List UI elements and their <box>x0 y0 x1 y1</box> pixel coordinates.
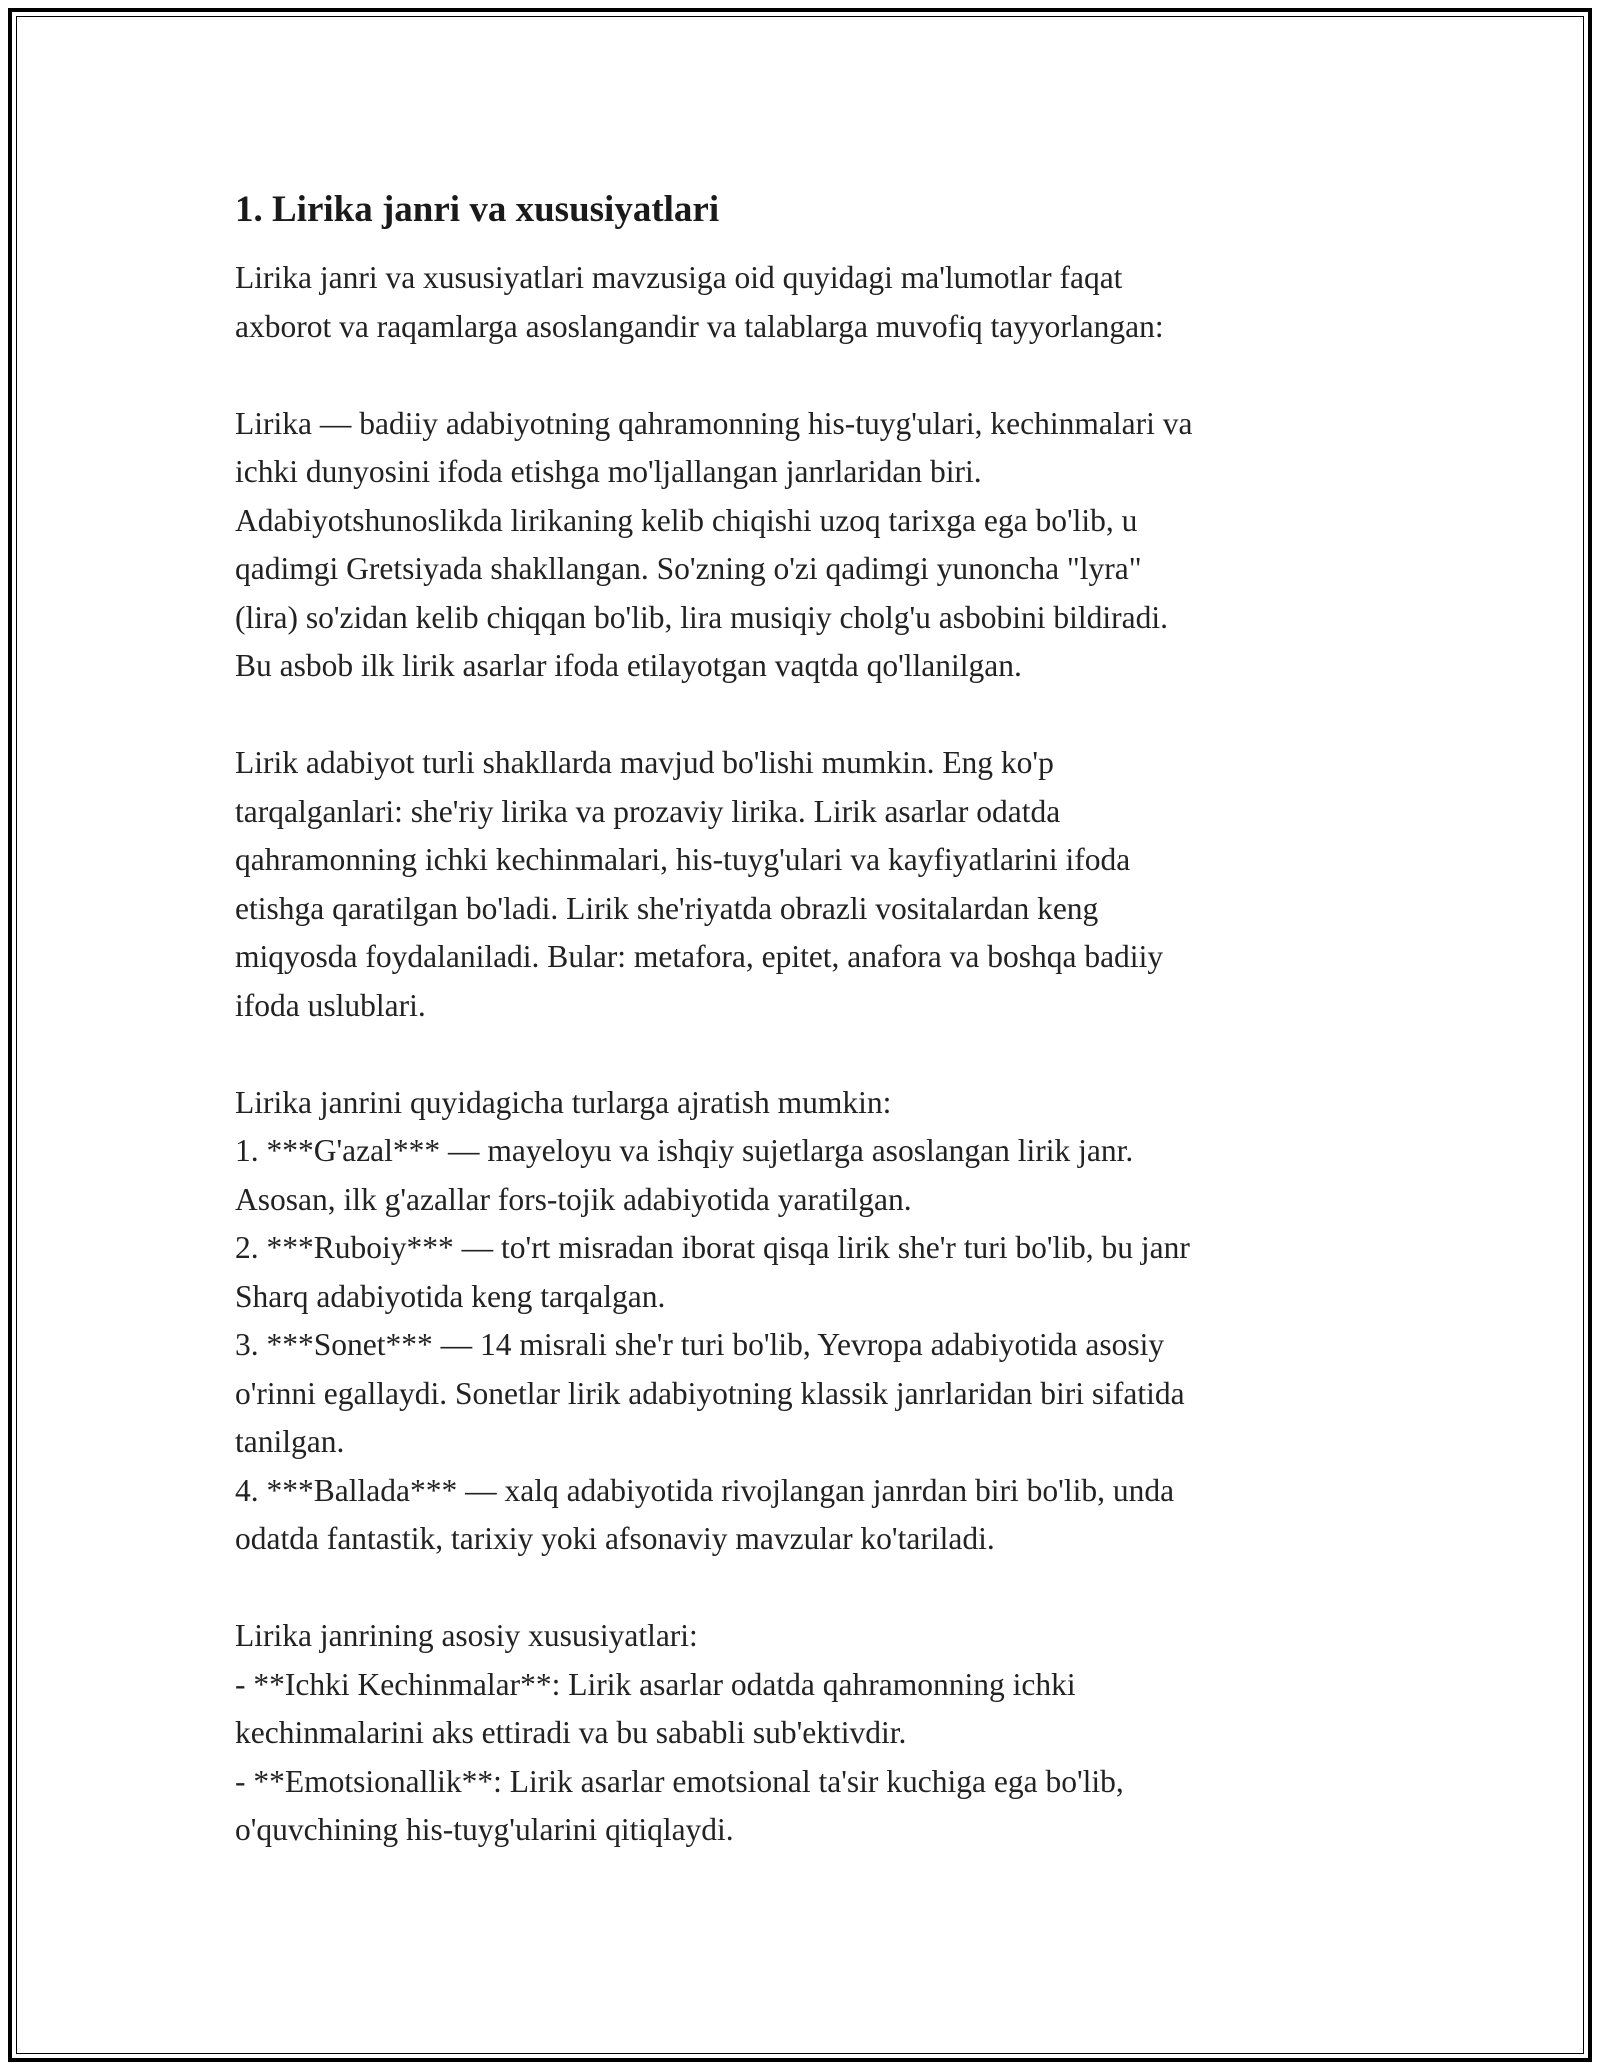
list-item-ruboiy: 2. ***Ruboiy*** — to'rt misradan iborat qisqa lirik she'r turi bo'lib, bu janr <box>235 1230 1190 1265</box>
list-item-ichki-kechinmalar: - **Ichki Kechinmalar**: Lirik asarlar odatda qahramonning ichki <box>235 1666 1076 1702</box>
paragraph-forms <box>235 739 1365 1030</box>
list-item-emotsionallik: - **Emotsionallik**: Lirik asarlar emotsional ta'sir kuchiga ega bo'lib, <box>235 1763 1124 1799</box>
text-line: miqyosda foydalaniladi. Bular: metafora, epitet, anafora va boshqa badiiy <box>235 939 1164 974</box>
text-line: Lirik adabiyot turli shakllarda mavjud bo'lishi mumkin. Eng ko'p <box>235 745 1054 780</box>
text-line: ifoda uslublari. <box>235 987 426 1023</box>
text-line: etishga qaratilgan bo'ladi. Lirik she'riyatda obrazli vositalardan keng <box>235 890 1099 926</box>
text-line: (lira) so'zidan kelib chiqqan bo'lib, lira musiqiy cholg'u asbobini bildiradi. <box>235 599 1168 635</box>
text-line: kechinmalarini aks ettiradi va bu sababli sub'ektivdir. <box>235 1715 907 1750</box>
text-line: Lirika janrini quyidagicha turlarga ajratish mumkin: <box>235 1084 892 1120</box>
text-line: Lirika janri va xususiyatlari mavzusiga oid quyidagi ma'lumotlar faqat <box>235 260 1123 295</box>
text-line: o'quvchining his-tuyg'ularini qitiqlaydi. <box>235 1812 734 1847</box>
text-line: axborot va raqamlarga asoslangandir va talablarga muvofiq tayyorlangan: <box>235 308 1164 344</box>
paragraph-intro <box>235 254 1365 351</box>
text-line: o'rinni egallaydi. Sonetlar lirik adabiyotning klassik janrlaridan biri sifatida <box>235 1375 1185 1411</box>
list-item-gazal: 1. ***G'azal*** — mayeloyu va ishqiy sujetlarga asoslangan lirik janr. <box>235 1133 1134 1168</box>
list-item-sonet: 3. ***Sonet*** — 14 misrali she'r turi bo'lib, Yevropa adabiyotida asosiy <box>235 1327 1165 1362</box>
text-line: qadimgi Gretsiyada shakllangan. So'zning o'zi qadimgi yunoncha "lyra" <box>235 551 1142 586</box>
list-item-ballada: 4. ***Ballada*** — xalq adabiyotida rivojlangan janrdan biri bo'lib, unda <box>235 1472 1175 1508</box>
text-line: odatda fantastik, tarixiy yoki afsonaviy mavzular ko'tariladi. <box>235 1521 995 1556</box>
text-line: Lirika janrining asosiy xususiyatlari: <box>235 1618 698 1653</box>
text-line: Asosan, ilk g'azallar fors-tojik adabiyotida yaratilgan. <box>235 1181 912 1217</box>
document-page <box>235 186 1365 1855</box>
text-line: Lirika — badiiy adabiyotning qahramonning his-tuyg'ulari, kechinmalari va <box>235 405 1193 441</box>
text-line: Adabiyotshunoslikda lirikaning kelib chiqishi uzoq tarixga ega bo'lib, u <box>235 502 1138 538</box>
text-line: Sharq adabiyotida keng tarqalgan. <box>235 1278 666 1314</box>
section-heading: 1. Lirika janri va xususiyatlari <box>235 189 720 230</box>
text-line: qahramonning ichki kechinmalari, his-tuyg'ulari va kayfiyatlarini ifoda <box>235 842 1131 877</box>
text-line: ichki dunyosini ifoda etishga mo'ljallangan janrlaridan biri. <box>235 454 982 489</box>
text-line: Bu asbob ilk lirik asarlar ifoda etilayotgan vaqtda qo'llanilgan. <box>235 648 1022 683</box>
paragraph-features <box>235 1612 1365 1855</box>
text-line: tanilgan. <box>235 1424 345 1459</box>
text-line: tarqalganlari: she'riy lirika va prozaviy lirika. Lirik asarlar odatda <box>235 793 1061 829</box>
paragraph-types <box>235 1079 1365 1564</box>
paragraph-definition <box>235 400 1365 691</box>
